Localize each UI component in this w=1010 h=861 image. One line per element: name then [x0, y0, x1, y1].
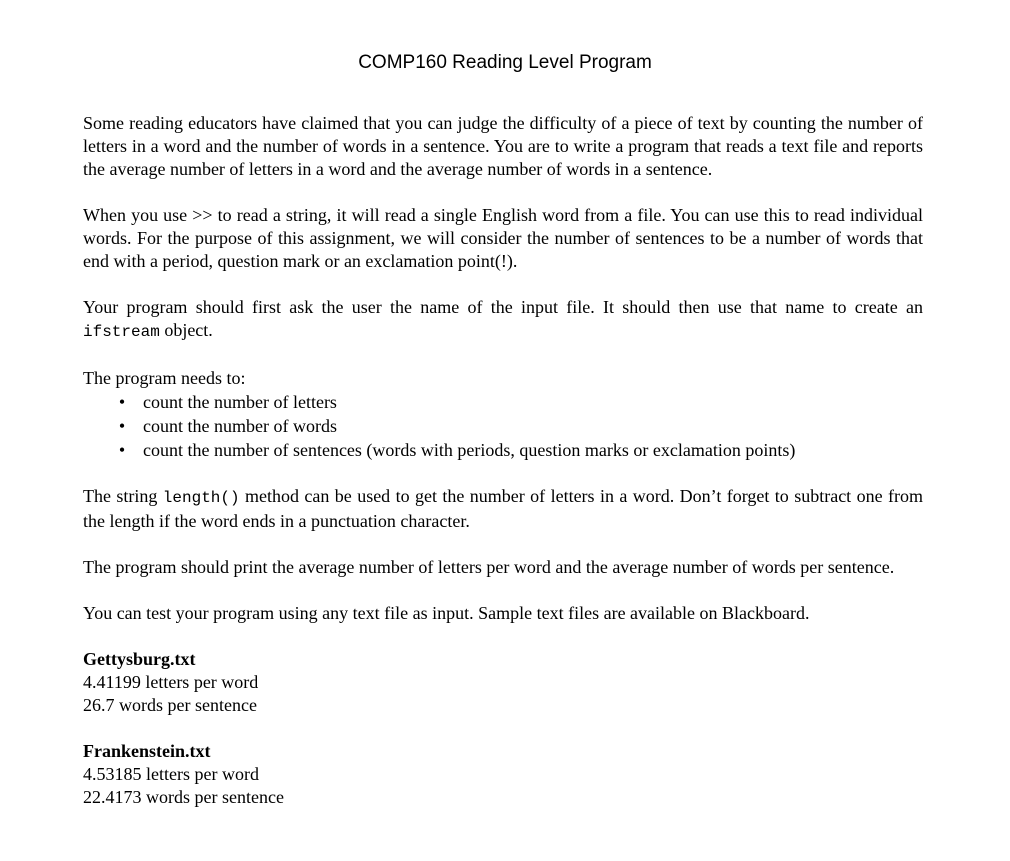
sample-file-name: Gettysburg.txt: [83, 649, 196, 669]
document-body: [83, 112, 923, 809]
bullet-icon: •: [118, 392, 126, 412]
sample-letters-per-word: 4.53185 letters per word: [83, 764, 259, 784]
bullet-icon: •: [118, 440, 126, 460]
testing-paragraph: You can test your program using any text file as input. Sample text files are available on Blackboard.: [83, 603, 810, 623]
sample-letters-per-word: 4.41199 letters per word: [83, 672, 259, 692]
input-paragraph: When you use >> to read a string, it will read a single English word from a file. You can use this to read individual words. For the purpose of this assignment, we will consider the number of sentences to be a number of words that end with a period, question mark or an exclamation point(!).: [83, 205, 923, 271]
list-item-text: count the number of sentences (words with periods, question marks or exclamation points): [143, 440, 796, 460]
length-text-before: The string: [83, 486, 163, 506]
requirements-intro: The program needs to:: [83, 368, 246, 388]
intro-paragraph: Some reading educators have claimed that you can judge the difficulty of a piece of text by counting the number of letters in a word and the number of words in a sentence. You are to write a program that reads a text file and reports the average number of letters in a word and the average number of words in a sentence.: [83, 113, 923, 179]
list-item: [83, 414, 923, 438]
ifstream-text-before: Your program should first ask the user the name of the input file. It should then use that name to create an: [83, 297, 923, 317]
sample-file-name: Frankenstein.txt: [83, 741, 211, 761]
length-text-after: method can be used to get the number of letters in a word. Don’t forget to subtract one from the length if the word ends in a punctuation character.: [83, 486, 923, 531]
page-title: COMP160 Reading Level Program: [358, 52, 652, 73]
ifstream-code: ifstream: [83, 323, 160, 341]
list-item: [83, 390, 923, 414]
list-item-text: count the number of words: [143, 416, 337, 436]
ifstream-paragraph: [83, 296, 923, 344]
length-code: length(): [162, 489, 240, 507]
sample-words-per-sentence: 22.4173 words per sentence: [83, 787, 284, 807]
sample-gettysburg: [83, 648, 923, 717]
list-item: [83, 438, 923, 462]
bullet-icon: •: [118, 416, 126, 436]
sample-words-per-sentence: 26.7 words per sentence: [83, 695, 257, 715]
length-paragraph: [83, 485, 923, 533]
list-item-text: count the number of letters: [143, 392, 337, 412]
sample-frankenstein: [83, 740, 923, 809]
requirements-list: [83, 390, 923, 462]
ifstream-text-after: object.: [159, 320, 213, 340]
output-paragraph: The program should print the average number of letters per word and the average number of words per sentence.: [83, 557, 895, 577]
